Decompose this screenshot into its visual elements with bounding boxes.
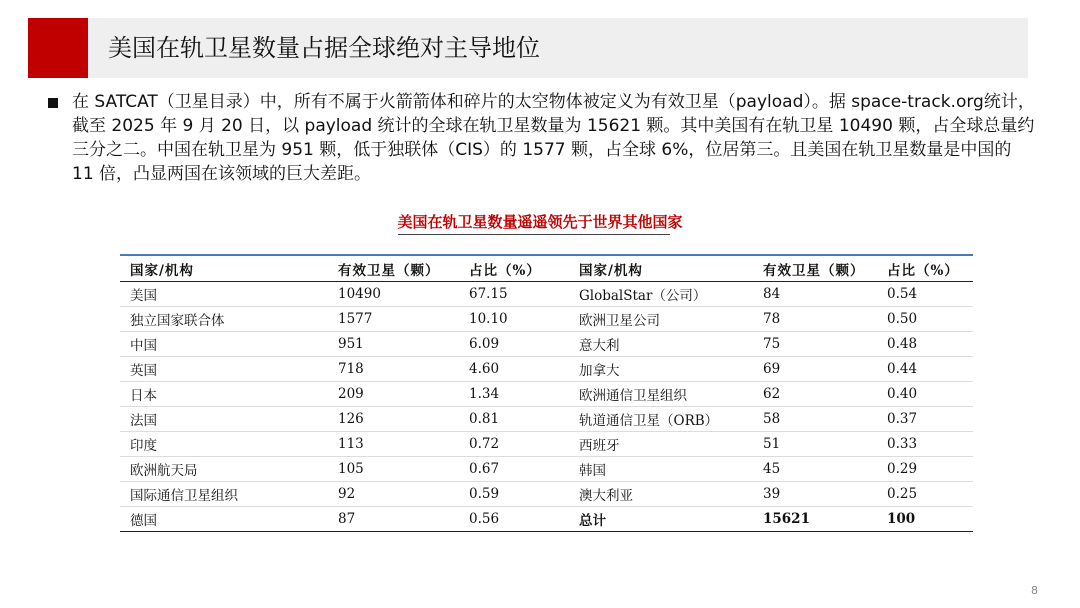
- table-cell: 113: [328, 432, 459, 457]
- table-cell: 欧洲航天局: [120, 457, 328, 482]
- table-cell: 中国: [120, 332, 328, 357]
- table-cell: 0.81: [459, 407, 569, 432]
- table-row: [120, 282, 973, 307]
- table-cell: 0.54: [877, 282, 973, 307]
- table-cell: 法国: [120, 407, 328, 432]
- table-cell: 84: [753, 282, 877, 307]
- bullet-paragraph: [48, 90, 1038, 186]
- table-cell: 10490: [328, 282, 459, 307]
- header-share-right: 占比（%）: [887, 262, 959, 279]
- table-row: [120, 407, 973, 432]
- table-row: [120, 457, 973, 482]
- total-count-cell: 15621: [753, 507, 877, 532]
- table-cell: 独立国家联合体: [120, 307, 328, 332]
- table-row: [120, 332, 973, 357]
- table-row: [120, 382, 973, 407]
- table-cell: 87: [328, 507, 459, 532]
- table-cell: 0.40: [877, 382, 973, 407]
- table-cell: 意大利: [569, 332, 753, 357]
- table-cell: 西班牙: [569, 432, 753, 457]
- table-cell: 澳大利亚: [569, 482, 753, 507]
- table-cell: 58: [753, 407, 877, 432]
- table-cell: 加拿大: [569, 357, 753, 382]
- table-cell: 0.56: [459, 507, 569, 532]
- table-cell: 951: [328, 332, 459, 357]
- header-count-left: 有效卫星（颗）: [338, 262, 440, 279]
- total-label-cell: 总计: [569, 507, 753, 532]
- table-cell: 92: [328, 482, 459, 507]
- slide-title-bar: [28, 18, 1028, 78]
- table-cell: 78: [753, 307, 877, 332]
- table-cell: 0.37: [877, 407, 973, 432]
- table-title-underline: [398, 234, 670, 235]
- table-cell: 105: [328, 457, 459, 482]
- table-cell: 67.15: [459, 282, 569, 307]
- table-cell: 0.33: [877, 432, 973, 457]
- header-count-right: 有效卫星（颗）: [763, 262, 865, 279]
- table-cell: 美国: [120, 282, 328, 307]
- table-cell: 45: [753, 457, 877, 482]
- table-cell: 4.60: [459, 357, 569, 382]
- table-cell: 10.10: [459, 307, 569, 332]
- table-cell: 0.59: [459, 482, 569, 507]
- table-cell: 0.67: [459, 457, 569, 482]
- table-cell: 209: [328, 382, 459, 407]
- table-cell: 德国: [120, 507, 328, 532]
- header-share-left: 占比（%）: [469, 262, 541, 279]
- table-cell: 欧洲通信卫星组织: [569, 382, 753, 407]
- table-cell: 75: [753, 332, 877, 357]
- table-title: 美国在轨卫星数量遥遥领先于世界其他国家: [397, 213, 683, 231]
- table-cell: 0.44: [877, 357, 973, 382]
- table-cell: 69: [753, 357, 877, 382]
- header-country-right: 国家/机构: [579, 262, 643, 279]
- table-cell: 0.50: [877, 307, 973, 332]
- table-cell: 126: [328, 407, 459, 432]
- table-header-row: [120, 255, 973, 282]
- table-cell: 1.34: [459, 382, 569, 407]
- table-row: [120, 357, 973, 382]
- table-cell: 印度: [120, 432, 328, 457]
- table-cell: 轨道通信卫星（ORB）: [569, 407, 753, 432]
- table-cell: 0.25: [877, 482, 973, 507]
- table-row: [120, 432, 973, 457]
- table-row: [120, 507, 973, 532]
- table-cell: 0.48: [877, 332, 973, 357]
- table-cell: 51: [753, 432, 877, 457]
- slide-title: 美国在轨卫星数量占据全球绝对主导地位: [108, 34, 540, 62]
- table-cell: 日本: [120, 382, 328, 407]
- table-cell: 英国: [120, 357, 328, 382]
- table-cell: 韩国: [569, 457, 753, 482]
- table-row: [120, 482, 973, 507]
- header-country-left: 国家/机构: [130, 262, 194, 279]
- table-cell: GlobalStar（公司）: [569, 282, 753, 307]
- title-accent-block: [28, 18, 88, 78]
- table-cell: 62: [753, 382, 877, 407]
- bullet-text: 在 SATCAT（卫星目录）中，所有不属于火箭箭体和碎片的太空物体被定义为有效卫星（payload）。据 space-track.org统计，截至 2025 年 9 月 20 日，以 payload 统计的全球在轨卫星数量为 15621 颗。其中美国有在轨卫星 10490 颗，占全球总量约三分之二。中国在轨卫星为 951 颗，低于独联体（CIS）的 1577 颗，占全球 6%，位居第三。且美国在轨卫星数量是中国的 11 倍，凸显两国在该领域的巨大差距。: [72, 92, 1035, 184]
- table-cell: 1577: [328, 307, 459, 332]
- table-cell: 39: [753, 482, 877, 507]
- table-cell: 0.72: [459, 432, 569, 457]
- table-cell: 0.29: [877, 457, 973, 482]
- satellite-count-table: [120, 254, 973, 532]
- page-number: 8: [1031, 584, 1038, 597]
- table-row: [120, 307, 973, 332]
- square-bullet-icon: [48, 98, 58, 108]
- table-cell: 欧洲卫星公司: [569, 307, 753, 332]
- table-cell: 718: [328, 357, 459, 382]
- table-cell: 6.09: [459, 332, 569, 357]
- table-cell: 国际通信卫星组织: [120, 482, 328, 507]
- total-share-cell: 100: [877, 507, 973, 532]
